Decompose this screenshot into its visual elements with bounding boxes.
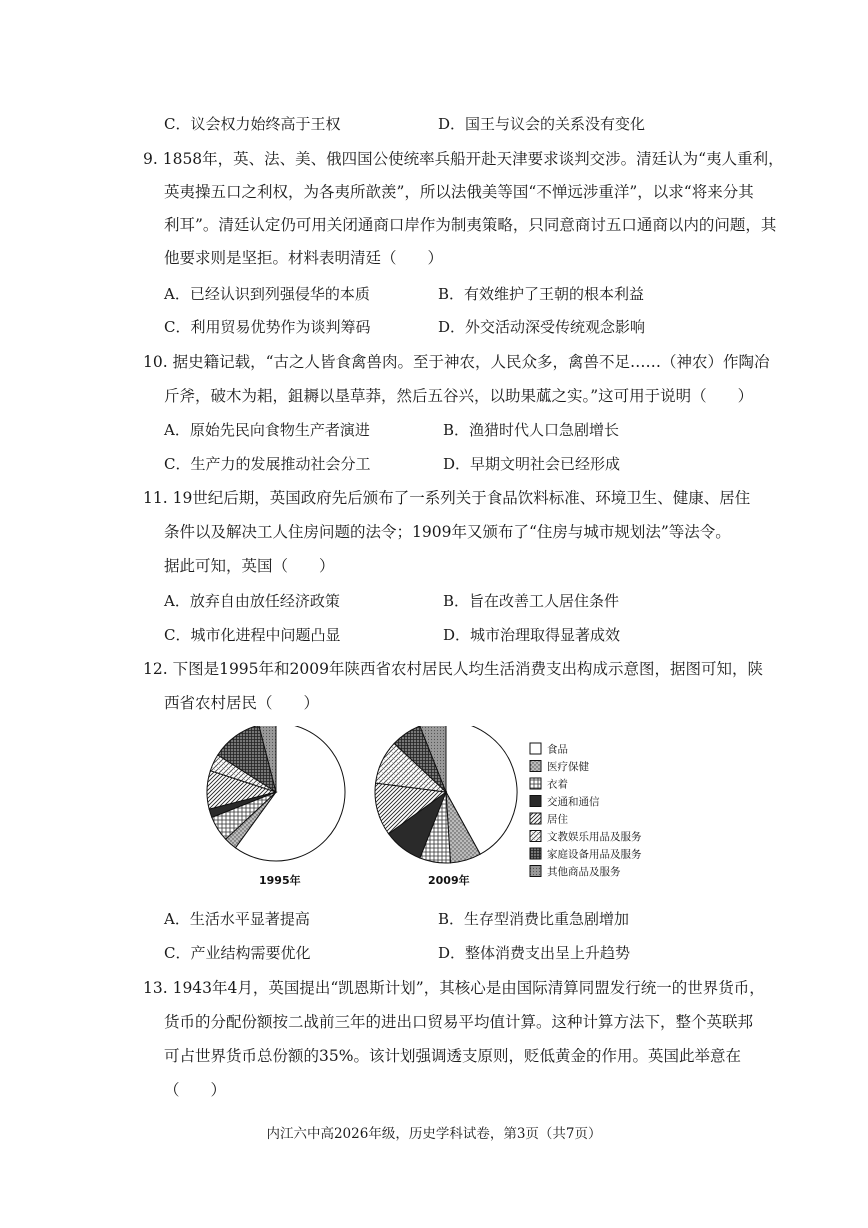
q11-stem-line: 11. 19世纪后期，英国政府先后颁布了一系列关于食品饮料标准、环境卫生、健康、居住 xyxy=(143,489,751,507)
q10-option-b: B．渔猎时代人口急剧增长 xyxy=(443,421,620,439)
q9-option-a: A．已经认识到列强侵华的本质 xyxy=(164,285,370,303)
q10-option-d: D．早期文明社会已经形成 xyxy=(443,455,621,473)
q9-option-d: D．外交活动深受传统观念影响 xyxy=(438,318,646,336)
legend-label-5: 文教娱乐用品及服务 xyxy=(547,831,642,843)
pie-1995 xyxy=(207,726,345,861)
q11-stem-line: 条件以及解决工人住房问题的法令；1909年又颁布了“住房与城市规划法”等法令。 xyxy=(164,523,731,541)
q13-stem-line: 货币的分配份额按二战前三年的进出口贸易平均值计算。这种计算方法下，整个英联邦 xyxy=(164,1013,754,1031)
year-label-2009: 2009年 xyxy=(428,874,470,887)
q9-option-c: C．利用贸易优势作为谈判筹码 xyxy=(164,318,371,336)
q11-option-c: C．城市化进程中问题凸显 xyxy=(164,626,341,644)
q8-option-c: C．议会权力始终高于王权 xyxy=(164,115,341,133)
legend-swatch-0 xyxy=(530,743,541,754)
q11-option-d: D．城市治理取得显著成效 xyxy=(443,626,621,644)
pie-chart-figure xyxy=(196,726,656,894)
legend-label-3: 交通和通信 xyxy=(547,796,600,808)
q12-option-b: B．生存型消费比重急剧增加 xyxy=(438,910,630,928)
legend-label-4: 居住 xyxy=(547,813,568,826)
legend-label-0: 食品 xyxy=(547,743,568,756)
pie-2009 xyxy=(375,726,517,863)
legend-label-6: 家庭设备用品及服务 xyxy=(547,848,642,861)
legend-label-7: 其他商品及服务 xyxy=(547,866,621,878)
q12-stem-line: 西省农村居民（ ） xyxy=(164,694,320,712)
q13-stem-line: 可占世界货币总份额的35%。该计划强调透支原则，贬低黄金的作用。英国此举意在 xyxy=(164,1047,741,1065)
q12-stem-line: 12. 下图是1995年和2009年陕西省农村居民人均生活消费支出构成示意图，据图可知，陕 xyxy=(143,660,763,678)
legend-swatch-2 xyxy=(530,778,541,789)
legend-swatch-7 xyxy=(530,866,541,877)
q9-stem-line: 他要求则是坚拒。材料表明清廷（ ） xyxy=(164,249,444,267)
q12-option-a: A．生活水平显著提高 xyxy=(164,910,310,928)
legend-label-1: 医疗保健 xyxy=(547,761,589,773)
year-label-1995: 1995年 xyxy=(259,874,301,887)
legend-swatch-4 xyxy=(530,813,541,824)
q13-stem-line: 13. 1943年4月，英国提出“凯恩斯计划”，其核心是由国际清算同盟发行统一的世界货币， xyxy=(143,979,765,997)
q8-option-d: D．国王与议会的关系没有变化 xyxy=(438,115,646,133)
q12-option-c: C．产业结构需要优化 xyxy=(164,944,311,962)
legend-swatch-1 xyxy=(530,761,541,772)
q9-stem-line: 9. 1858年，英、法、美、俄四国公使统率兵船开赴天津要求谈判交涉。清廷认为“夷人重利， xyxy=(143,150,784,168)
legend-swatch-3 xyxy=(530,796,541,807)
q11-stem-line: 据此可知，英国（ ） xyxy=(164,557,335,575)
q11-option-a: A．放弃自由放任经济政策 xyxy=(164,592,340,610)
q10-stem-line: 斤斧，破木为耜，鉏耨以垦草莽，然后五谷兴，以助果蓏之实。”这可用于说明（ ） xyxy=(164,387,754,405)
page-footer: 内江六中高2026年级，历史学科试卷，第3页（共7页） xyxy=(266,1126,602,1142)
q9-stem-line: 利耳”。清廷认定仍可用关闭通商口岸作为制夷策略，只同意商讨五口通商以内的问题，其 xyxy=(164,216,777,234)
legend-swatch-5 xyxy=(530,831,541,842)
q11-option-b: B．旨在改善工人居住条件 xyxy=(443,592,620,610)
chart-legend xyxy=(530,743,642,879)
legend-label-2: 衣着 xyxy=(547,778,568,791)
q10-option-c: C．生产力的发展推动社会分工 xyxy=(164,455,371,473)
q9-stem-line: 英夷操五口之利权，为各夷所歆羡”，所以法俄美等国“不惮远涉重洋”，以求“将来分其 xyxy=(164,183,754,201)
q10-option-a: A．原始先民向食物生产者演进 xyxy=(164,421,370,439)
q12-option-d: D．整体消费支出呈上升趋势 xyxy=(438,944,631,962)
legend-swatch-6 xyxy=(530,848,541,859)
q9-option-b: B．有效维护了王朝的根本利益 xyxy=(438,285,645,303)
q10-stem-line: 10. 据史籍记载，“古之人皆食禽兽肉。至于神农，人民众多，禽兽不足……（神农）作陶冶 xyxy=(143,353,770,371)
q13-stem-line: （ ） xyxy=(164,1081,227,1099)
